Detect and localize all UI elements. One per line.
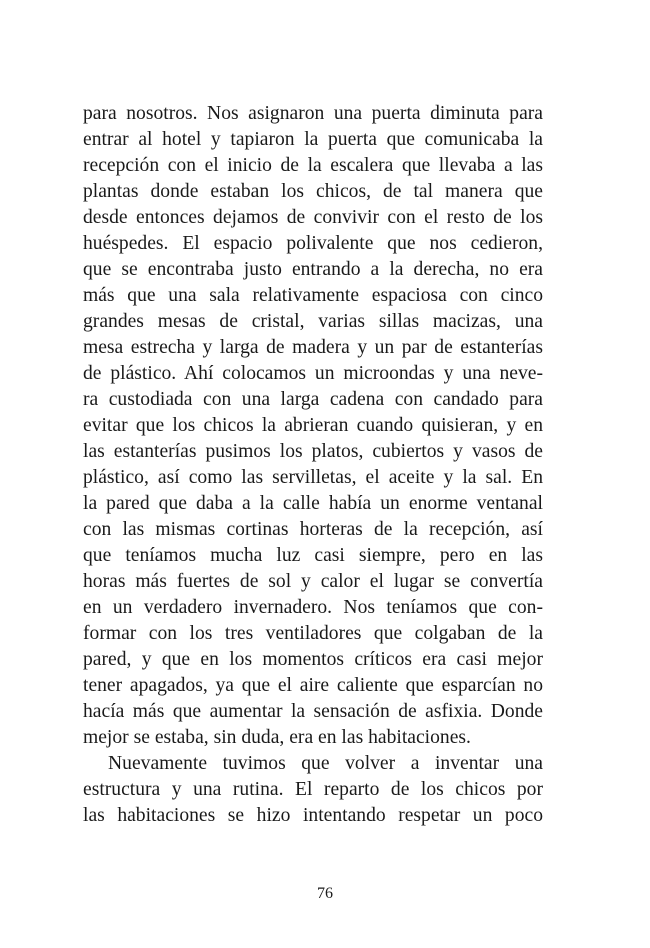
- body-text: [83, 101, 543, 829]
- text-line: formar con los tres ventiladores que colgaban de la: [83, 623, 543, 644]
- text-line: huéspedes. El espacio polivalente que nos cedieron,: [83, 233, 543, 254]
- text-line: mesa estrecha y larga de madera y un par de estanterías: [83, 337, 543, 358]
- text-line: de plástico. Ahí colocamos un microondas y una neve-: [83, 363, 543, 384]
- text-line: más que una sala relativamente espaciosa con cinco: [83, 285, 543, 306]
- text-line: ra custodiada con una larga cadena con candado para: [83, 389, 543, 410]
- text-line: desde entonces dejamos de convivir con el resto de los: [83, 207, 543, 228]
- text-line: pared, y que en los momentos críticos era casi mejor: [83, 649, 543, 670]
- text-line: evitar que los chicos la abrieran cuando quisieran, y en: [83, 415, 543, 436]
- text-line: tener apagados, ya que el aire caliente que esparcían no: [83, 675, 543, 696]
- text-line: estructura y una rutina. El reparto de los chicos por: [83, 779, 543, 800]
- text-line: entrar al hotel y tapiaron la puerta que comunicaba la: [83, 129, 543, 150]
- text-line: con las mismas cortinas horteras de la recepción, así: [83, 519, 543, 540]
- text-line: grandes mesas de cristal, varias sillas macizas, una: [83, 311, 543, 332]
- text-line: que teníamos mucha luz casi siempre, pero en las: [83, 545, 543, 566]
- text-line: que se encontraba justo entrando a la derecha, no era: [83, 259, 543, 280]
- text-line: las estanterías pusimos los platos, cubiertos y vasos de: [83, 441, 543, 462]
- page-number: 76: [317, 885, 333, 902]
- text-line: hacía más que aumentar la sensación de asfixia. Donde: [83, 701, 543, 722]
- paragraph-start-line: Nuevamente tuvimos que volver a inventar una: [108, 753, 543, 774]
- paragraph-end-line: mejor se estaba, sin duda, era en las habitaciones.: [83, 727, 471, 748]
- text-line: recepción con el inicio de la escalera que llevaba a las: [83, 155, 543, 176]
- text-line: plástico, así como las servilletas, el aceite y la sal. En: [83, 467, 543, 488]
- text-line: las habitaciones se hizo intentando respetar un poco: [83, 805, 543, 826]
- text-line: la pared que daba a la calle había un enorme ventanal: [83, 493, 543, 514]
- text-line: para nosotros. Nos asignaron una puerta diminuta para: [83, 103, 543, 124]
- text-line: horas más fuertes de sol y calor el lugar se convertía: [83, 571, 543, 592]
- text-line: en un verdadero invernadero. Nos teníamos que con-: [83, 597, 543, 618]
- text-line: plantas donde estaban los chicos, de tal manera que: [83, 181, 543, 202]
